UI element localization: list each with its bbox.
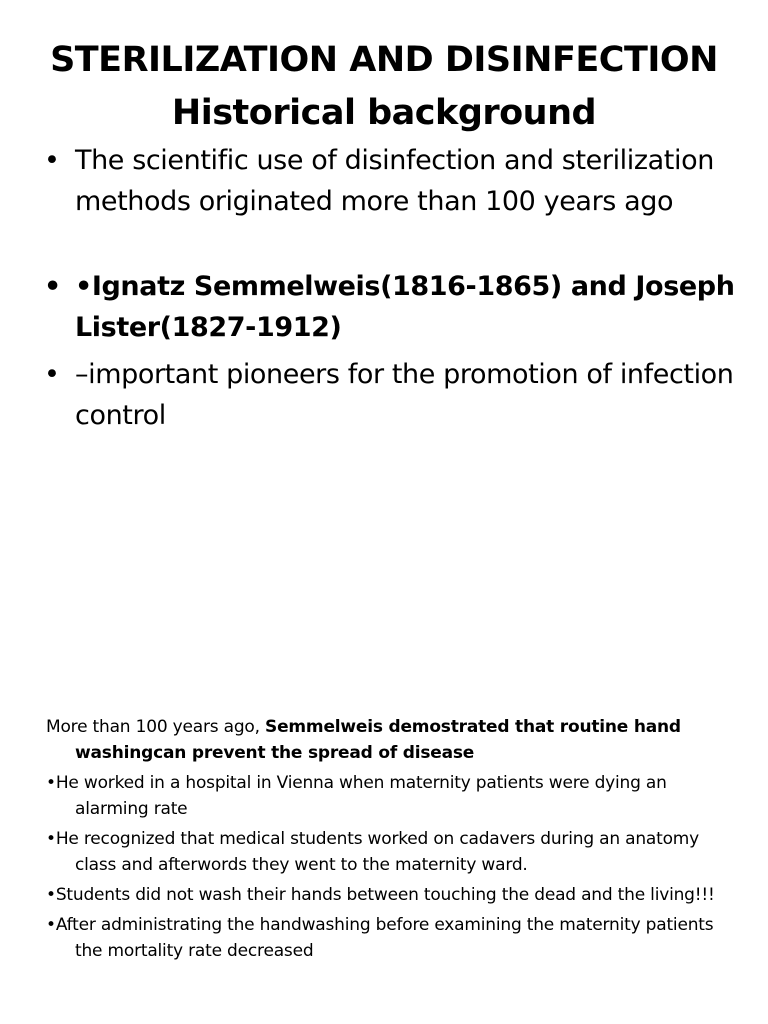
- title-line-2: Historical background: [171, 93, 597, 133]
- notes-item: •He recognized that medical students worked on cadavers during an anatomy class and afterwords they went to the maternity ward.: [46, 829, 700, 875]
- notes-intro-bold: Semmelweis demostrated that routine hand washingcan prevent the spread of disease: [75, 717, 681, 763]
- bullet-dot: •: [44, 271, 61, 302]
- notes-item: •He worked in a hospital in Vienna when maternity patients were dying an alarming rate: [46, 773, 667, 819]
- bullet-item: [44, 266, 744, 348]
- bullet-list: [44, 140, 744, 436]
- notes-item: •Students did not wash their hands between touching the dead and the living!!!: [46, 885, 715, 905]
- bullet-text: –important pioneers for the promotion of infection control: [75, 359, 734, 431]
- slide-title: [0, 34, 768, 140]
- bullet-item: [44, 140, 744, 222]
- notes-item: •After administrating the handwashing before examining the maternity patients the mortality rate decreased: [46, 915, 714, 961]
- notes-intro-plain: More than 100 years ago,: [46, 717, 266, 737]
- title-line-1: STERILIZATION AND DISINFECTION: [50, 40, 718, 80]
- bullet-item: [44, 354, 744, 436]
- bullet-dot: •: [44, 359, 60, 390]
- bullet-text: •Ignatz Semmelweis(1816-1865) and Joseph Lister(1827-1912): [75, 271, 735, 343]
- notes-section: [46, 714, 736, 968]
- bullet-dot: •: [44, 145, 60, 176]
- bullet-text: The scientific use of disinfection and sterilization methods originated more than 100 years ago: [75, 145, 714, 217]
- notes-intro: [46, 714, 736, 766]
